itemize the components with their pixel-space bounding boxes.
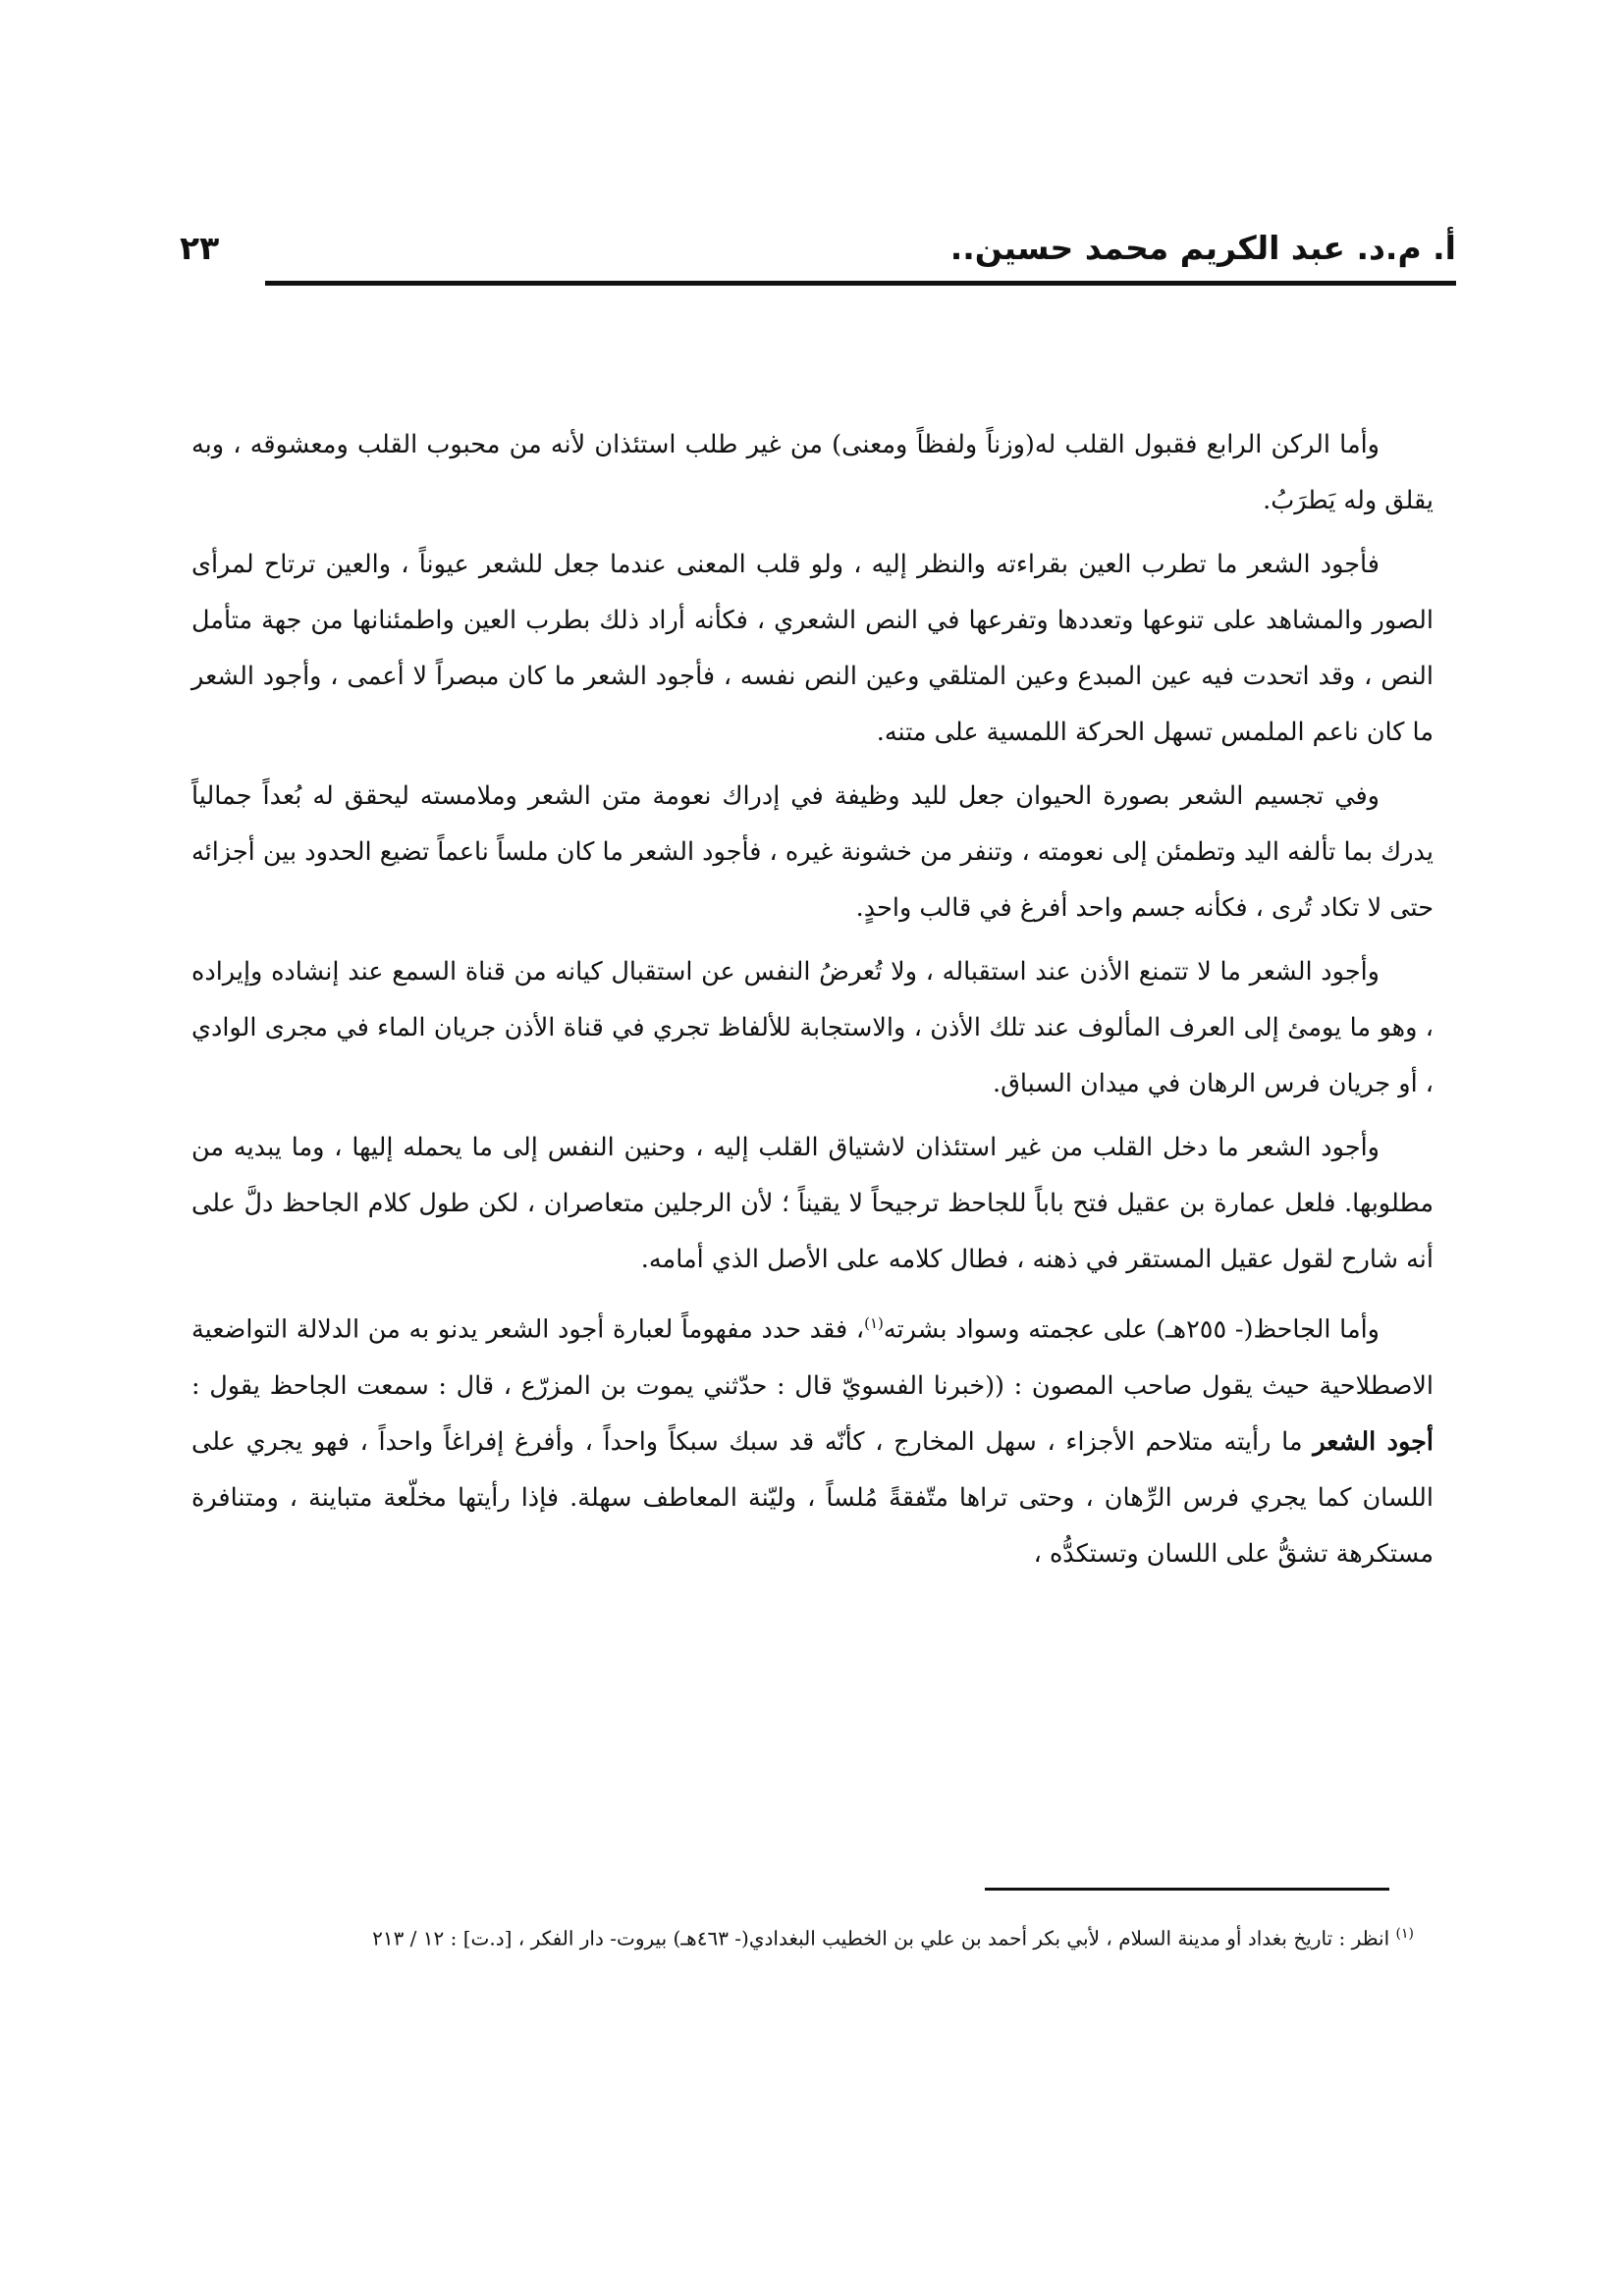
- paragraph-6: [191, 1296, 1434, 1582]
- page-number: ٢٣: [180, 229, 220, 267]
- running-header: [180, 224, 1456, 283]
- footnote-reference: (١): [864, 1314, 884, 1332]
- footnote-rule: [985, 1888, 1389, 1891]
- bold-term: أجود الشعر: [1313, 1426, 1434, 1457]
- paragraph-4: وأجود الشعر ما لا تتمنع الأذن عند استقباله ، ولا تُعرضُ النفس عن استقبال كيانه من قناة السمع عند إنشاده وإيراده ، وهو ما يومئ إلى العرف المألوف عند تلك الأذن ، والاستجابة للألفاظ تجري في قناة الأذن جريان الماء في مجرى الوادي ، أو جريان فرس الرهان في ميدان السباق.: [191, 957, 1434, 1098]
- footnote-marker: (١): [1395, 1926, 1414, 1942]
- paragraph-3: وفي تجسيم الشعر بصورة الحيوان جعل لليد وظيفة في إدراك نعومة متن الشعر وملامسته ليحقق له بُعداً جمالياً يدرك بما تألفه اليد وتطمئن إلى نعومته ، وتنفر من خشونة غيره ، فأجود الشعر ما كان ملساً ناعماً تضيع الحدود بين أجزائه حتى لا تكاد تُرى ، فكأنه جسم واحد أفرغ في قالب واحدٍ.: [191, 781, 1434, 923]
- footnote-text: انظر : تاريخ بغداد أو مدينة السلام ، لأبي بكر أحمد بن علي بن الخطيب البغدادي(- ٤٦٣هـ) بيروت- دار الفكر ، [د.ت] : ١٢ / ٢١٣: [372, 1926, 1390, 1950]
- paragraph-6-part-1: وأما الجاحظ(- ٢٥٥هـ) على عجمته وسواد بشرته: [883, 1314, 1380, 1345]
- footnote: [191, 1915, 1414, 1957]
- paragraph-1: وأما الركن الرابع فقبول القلب له(وزناً ولفظاً ومعنى) من غير طلب استئذان لأنه من محبوب القلب ومعشوقه ، وبه يقلق وله يَطرَبُ.: [191, 430, 1434, 515]
- paragraph-5: وأجود الشعر ما دخل القلب من غير استئذان لاشتياق القلب إليه ، وحنين النفس إلى ما يحمله إليها ، وما يبديه من مطلوبها. فلعل عمارة بن عقيل فتح باباً للجاحظ ترجيحاً لا يقيناً ؛ لأن الرجلين متعاصران ، لكن طول كلام الجاحظ دلَّ على أنه شارح لقول عقيل المستقر في ذهنه ، فطال كلامه على الأصل الذي أمامه.: [191, 1133, 1434, 1274]
- header-rule: [265, 281, 1456, 286]
- paragraph-6-part-2: ، فقد حدد مفهوماً لعبارة أجود الشعر يدنو به من الدلالة التواضعية الاصطلاحية حيث يقول صاحب المصون : ((خبرنا الفسويّ قال : حدّثني يموت بن المزرّع ، قال : سمعت الجاحظ يقول :: [191, 1314, 1434, 1401]
- body-text: [191, 417, 1434, 1590]
- paragraph-6-part-3: ما رأيته متلاحم الأجزاء ، سهل المخارج ، كأنّه قد سبك سبكاً واحداً ، وأفرغ إفراغاً واحداً ، فهو يجري على اللسان كما يجري فرس الرِّهان ، وحتى تراها متّفقةً مُلساً ، وليّنة المعاطف سهلة. فإذا رأيتها مخلّعة متباينة ، ومتنافرة مستكرهة تشقُّ على اللسان وتستكدُّه ،: [191, 1426, 1434, 1569]
- author-header: أ. م.د. عبد الكريم محمد حسين..: [949, 229, 1456, 267]
- paragraph-2: فأجود الشعر ما تطرب العين بقراءته والنظر إليه ، ولو قلب المعنى عندما جعل للشعر عيوناً ، والعين ترتاح لمرأى الصور والمشاهد على تنوعها وتعددها وتفرعها في النص الشعري ، فكأنه أراد ذلك بطرب العين واطمئنانها من جهة متأمل النص ، وقد اتحدت فيه عين المبدع وعين المتلقي وعين النص نفسه ، فأجود الشعر ما كان مبصراً لا أعمى ، وأجود الشعر ما كان ناعم الملمس تسهل الحركة اللمسية على متنه.: [191, 550, 1434, 747]
